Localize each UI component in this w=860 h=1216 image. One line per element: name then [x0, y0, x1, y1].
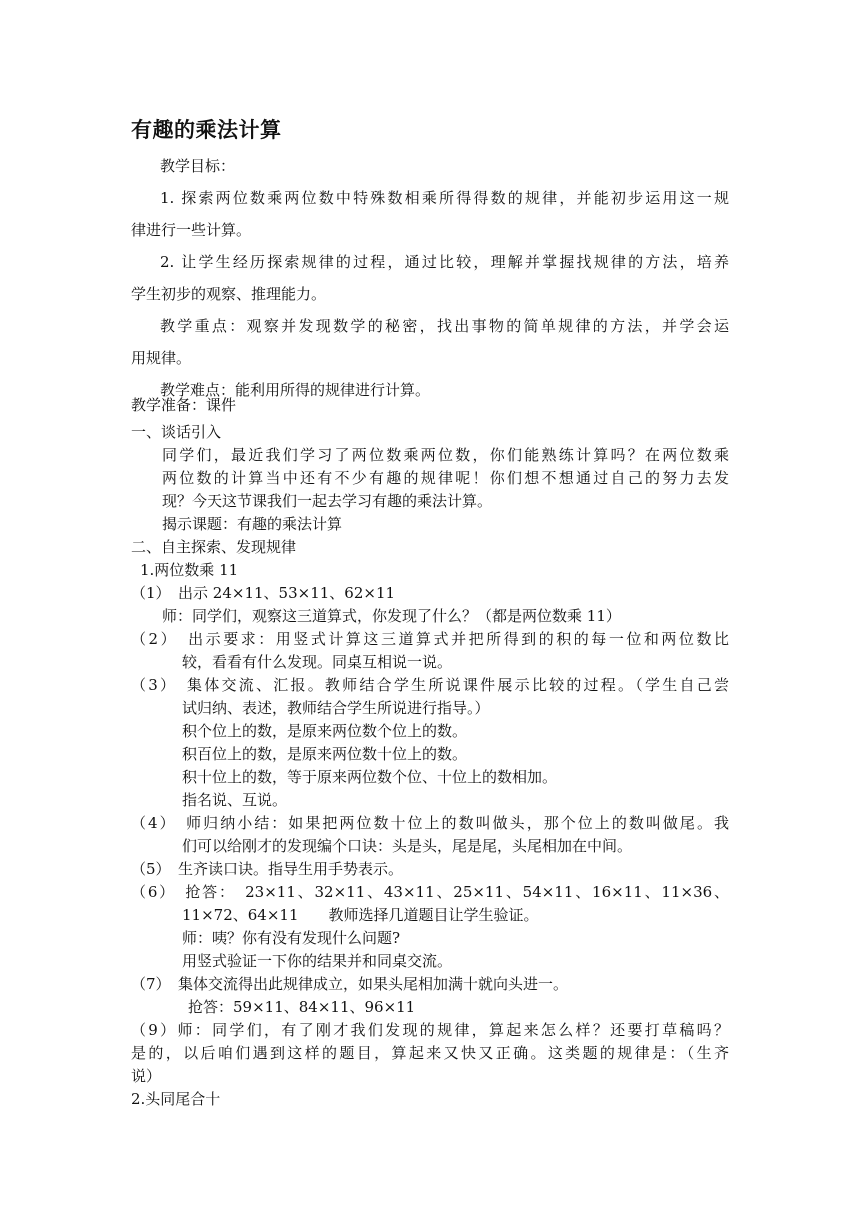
section-heading: 一、谈话引入: [131, 423, 222, 441]
text-line: 说）: [131, 1067, 162, 1085]
text-line: 用竖式验证一下你的结果并和同桌交流。: [182, 952, 453, 970]
list-item: （4） 师归纳小结：如果把两位数十位上的数叫做头，那个位上的数叫做尾。我: [131, 814, 729, 832]
text-line: 积十位上的数，等于原来两位数个位、十位上的数相加。: [182, 768, 558, 786]
text-line: 们可以给刚才的发现编个口诀：头是头，尾是尾，头尾相加在中间。: [182, 837, 633, 855]
text-line: 师：咦？你有没有发现什么问题?: [182, 929, 401, 947]
list-item: （1） 出示 24×11、53×11、62×11: [131, 584, 396, 602]
list-item: （6） 抢答： 23×11、32×11、43×11、25×11、54×11、16×11、11×36、: [131, 883, 729, 901]
list-item: （5） 生齐读口诀。指导生用手势表示。: [131, 860, 404, 878]
text-line: 积百位上的数，是原来两位数十位上的数。: [182, 745, 468, 763]
text-line: 11×72、64×11 教师选择几道题目让学生验证。: [182, 906, 539, 924]
document-title: 有趣的乘法计算: [131, 118, 282, 142]
text-line: 师：同学们，观察这三道算式，你发现了什么？（都是两位数乘 11）: [162, 607, 621, 625]
text-line: 抢答：59×11、84×11、96×11: [188, 998, 416, 1016]
list-item: （2） 出示要求：用竖式计算这三道算式并把所得到的积的每一位和两位数比: [131, 630, 729, 648]
subsection-heading: 2.头同尾合十: [131, 1090, 221, 1108]
text-line: 律进行一些计算。: [131, 221, 252, 239]
text-line: 试归纳、表述，教师结合学生所说进行指导。）: [182, 699, 490, 717]
text-line: 教学目标：: [160, 157, 236, 175]
section-heading: 二、自主探索、发现规律: [131, 538, 297, 556]
text-line: 2. 让学生经历探索规律的过程，通过比较，理解并掌握找规律的方法，培养: [160, 253, 729, 271]
text-line: 积个位上的数，是原来两位数个位上的数。: [182, 722, 468, 740]
text-line: 现？今天这节课我们一起去学习有趣的乘法计算。: [162, 492, 493, 510]
text-line: 教学准备：课件: [131, 396, 237, 414]
text-line: 学生初步的观察、推理能力。: [131, 285, 327, 303]
text-line: 同学们，最近我们学习了两位数乘两位数，你们能熟练计算吗？在两位数乘: [162, 446, 729, 464]
text-line: 两位数的计算当中还有不少有趣的规律呢！你们想不想通过自己的努力去发: [162, 469, 729, 487]
text-line: 1. 探索两位数乘两位数中特殊数相乘所得得数的规律，并能初步运用这一规: [160, 189, 729, 207]
list-item: （9）师：同学们，有了刚才我们发现的规律，算起来怎么样？还要打草稿吗？: [131, 1021, 729, 1039]
text-line: 用规律。: [131, 349, 192, 367]
text-line: 较，看看有什么发现。同桌互相说一说。: [182, 653, 453, 671]
text-line: 是的，以后咱们遇到这样的题目，算起来又快又正确。这类题的规律是：（生齐: [131, 1044, 729, 1062]
text-line: 教学难点：能利用所得的规律进行计算。: [160, 381, 431, 399]
subsection-heading: 1.两位数乘 11: [140, 561, 239, 579]
text-line: 指名说、互说。: [182, 791, 288, 809]
list-item: （3） 集体交流、汇报。教师结合学生所说课件展示比较的过程。（学生自己尝: [131, 676, 729, 694]
text-line: 教学重点：观察并发现数学的秘密，找出事物的简单规律的方法，并学会运: [160, 317, 729, 335]
list-item: （7） 集体交流得出此规律成立，如果头尾相加满十就向头进一。: [131, 975, 569, 993]
text-line: 揭示课题：有趣的乘法计算: [162, 515, 343, 533]
